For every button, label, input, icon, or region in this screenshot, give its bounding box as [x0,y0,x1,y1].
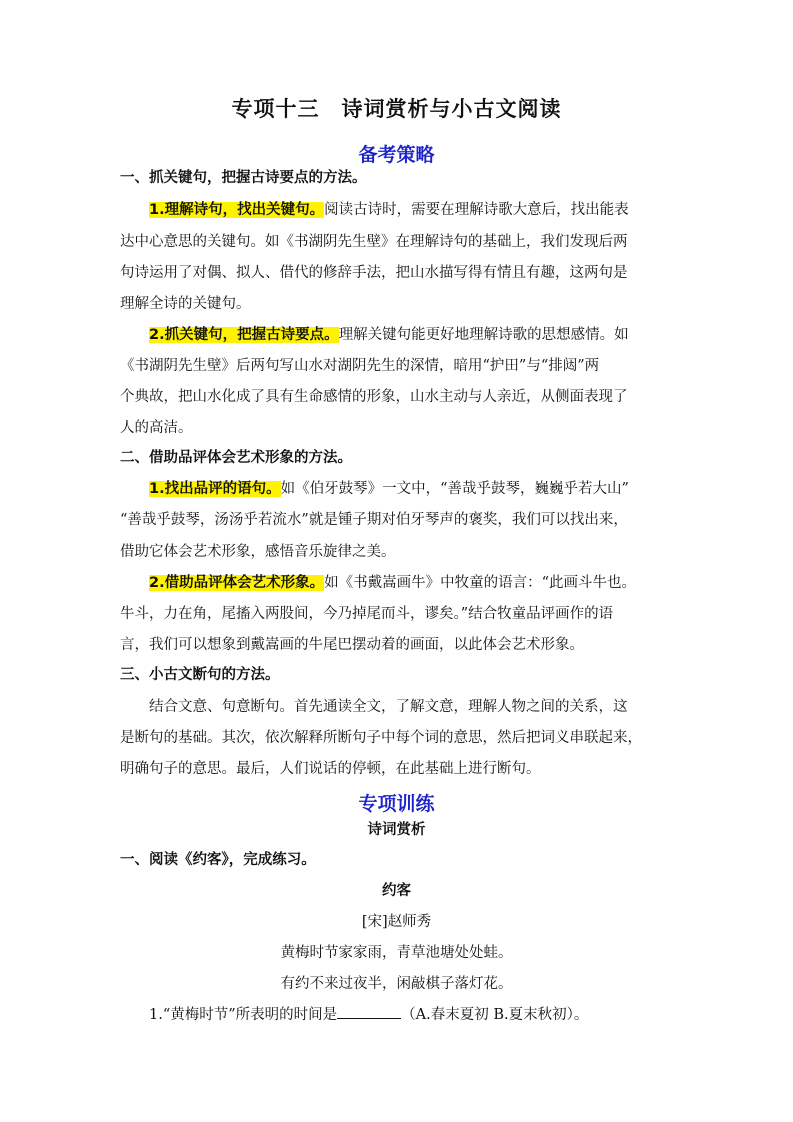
question-1-text: 1.“黄梅时节”所表明的时间是 [149,1007,338,1023]
question-1 [149,1003,588,1024]
section2-p1-text: 如《伯牙鼓琴》一文中，“善哉乎鼓琴，巍巍乎若大山” [280,481,629,497]
section2-paragraph1-line2: “善哉乎鼓琴，汤汤乎若流水”就是锺子期对伯牙琴声的褒奖，我们可以找出来， [120,512,628,528]
training-heading: 专项训练 [358,793,435,815]
section1-p2-text: 理解关键句能更好地理解诗歌的思想感情。如 [338,327,629,343]
exercise1-heading: 一、阅读《约客》，完成练习。 [120,852,316,868]
section1-paragraph2-line2: 《书湖阴先生壁》后两句写山水对湖阴先生的深情，暗用“护田”与“排闼”两 [120,358,600,374]
section3-line1: 结合文意、句意断句。首先通读全文，了解文意，理解人物之间的关系，这 [149,699,628,715]
section3-heading: 三、小古文断句的方法。 [120,667,280,683]
section1-heading: 一、抓关键句，把握古诗要点的方法。 [120,170,367,186]
section2-paragraph2-line3: 言，我们可以想象到戴嵩画的牛尾巴摆动着的画面，以此体会艺术形象。 [120,637,584,653]
section2-p2-text: 如《书戴嵩画牛》中牧童的语言：“此画斗牛也。 [324,575,637,591]
section2-p1-label: 1.找出品评的语句。 [149,481,281,497]
section1-paragraph1-line2: 达中心意思的关键句。如《书湖阴先生壁》在理解诗句的基础上，我们发现后两 [120,234,628,250]
section1-paragraph1-line3: 句诗运用了对偶、拟人、借代的修辞手法，把山水描写得有情且有趣，这两句是 [120,265,628,281]
poem-title: 约客 [382,883,411,899]
section1-p1-text: 阅读古诗时，需要在理解诗歌大意后，找出能表 [324,202,629,218]
section2-p2-label: 2.借助品评体会艺术形象。 [149,575,325,591]
section2-paragraph1-line3: 借助它体会艺术形象，感悟音乐旋律之美。 [120,544,396,560]
section1-paragraph1-line1 [149,198,629,219]
poem-author: [宋]赵师秀 [361,914,432,930]
poem-line-1: 黄梅时节家家雨，青草池塘处处蛙。 [280,945,513,961]
strategy-heading: 备考策略 [358,144,435,166]
section3-line2: 是断句的基础。其次，依次解释所断句子中每个词的意思，然后把词义串联起来， [120,730,642,746]
page-title: 专项十三 诗词赏析与小古文阅读 [231,97,562,121]
poetry-subheading: 诗词赏析 [367,822,426,838]
section1-p1-label: 1.理解诗句，找出关键句。 [149,202,325,218]
section1-paragraph1-line4: 理解全诗的关键句。 [120,296,251,312]
section1-p2-label: 2.抓关键句，把握古诗要点。 [149,327,339,343]
section1-paragraph2-line3: 个典故，把山水化成了具有生命感情的形象，山水主动与人亲近，从侧面表现了 [120,389,628,405]
poem-line-2: 有约不来过夜半，闲敲棋子落灯花。 [280,976,513,992]
answer-blank[interactable] [337,1004,401,1019]
section2-heading: 二、借助品评体会艺术形象的方法。 [120,450,352,466]
section3-line3: 明确句子的意思。最后，人们说话的停顿，在此基础上进行断句。 [120,761,541,777]
section2-paragraph1-line1 [149,477,629,498]
section2-paragraph2-line1 [149,571,636,592]
section2-paragraph2-line2: 牛斗，力在角，尾搐入两股间，今乃掉尾而斗，谬矣。”结合牧童品评画作的语 [120,606,614,622]
section1-paragraph2-line1 [149,323,629,344]
question-1-options: （A.春末夏初 B.夏末秋初）。 [401,1007,589,1023]
section1-paragraph2-line4: 人的高洁。 [120,420,193,436]
